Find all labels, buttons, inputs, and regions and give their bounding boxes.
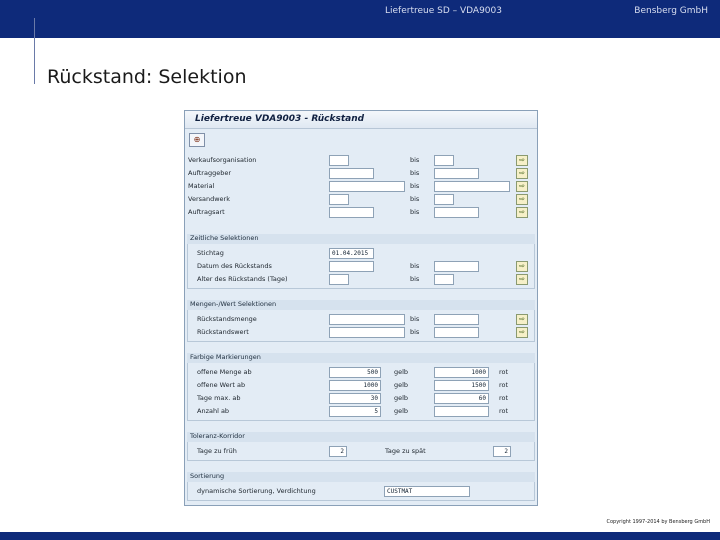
menge-from-field[interactable] (329, 314, 405, 325)
row-label: Anzahl ab (197, 407, 230, 415)
rot-label: rot (499, 407, 509, 415)
row-offene-wert (185, 380, 537, 392)
row-anzahl (185, 406, 537, 418)
auart-to-field[interactable] (434, 207, 479, 218)
color-group-title: Farbige Markierungen (187, 353, 535, 363)
alter-from-field[interactable] (329, 274, 349, 285)
row-rueckstandswert (185, 327, 537, 339)
kunde-from-field[interactable] (329, 168, 374, 179)
row-auftragsart (185, 207, 537, 219)
row-label: Verkaufsorganisation (188, 156, 257, 164)
bis-label: bis (410, 156, 420, 164)
row-label: Auftragsart (188, 208, 225, 216)
bis-label: bis (410, 169, 420, 177)
multiple-selection-button[interactable]: ⇨ (516, 194, 528, 205)
vkorg-to-field[interactable] (434, 155, 454, 166)
qty-group-title: Mengen-/Wert Selektionen (187, 300, 535, 310)
multiple-selection-button[interactable]: ⇨ (516, 314, 528, 325)
multiple-selection-button[interactable]: ⇨ (516, 261, 528, 272)
row-versandwerk (185, 194, 537, 206)
werk-from-field[interactable] (329, 194, 349, 205)
row-offene-menge (185, 367, 537, 379)
sap-selection-screen (184, 110, 538, 506)
werk-to-field[interactable] (434, 194, 454, 205)
row-material (185, 181, 537, 193)
row-alter-rueckstand (185, 274, 537, 286)
sap-window-header (185, 111, 537, 129)
title-divider (34, 18, 35, 84)
tage-yellow-field[interactable]: 30 (329, 393, 381, 404)
row-label: Material (188, 182, 215, 190)
sap-window-title: Liefertreue VDA9003 - Rückstand (195, 114, 365, 124)
row-rueckstandsmenge (185, 314, 537, 326)
alter-to-field[interactable] (434, 274, 454, 285)
multiple-selection-button[interactable]: ⇨ (516, 327, 528, 338)
anzahl-red-field[interactable] (434, 406, 489, 417)
row-label: Versandwerk (188, 195, 230, 203)
sortierung-field[interactable]: CUSTMAT (384, 486, 470, 497)
rot-label: rot (499, 368, 509, 376)
gelb-label: gelb (394, 368, 409, 376)
row-label: Alter des Rückstands (Tage) (197, 275, 288, 283)
datum-from-field[interactable] (329, 261, 374, 272)
wert-yellow-field[interactable]: 1000 (329, 380, 381, 391)
rot-label: rot (499, 394, 509, 402)
row-label: Rückstandswert (197, 328, 249, 336)
wert-to-field[interactable] (434, 327, 479, 338)
gelb-label: gelb (394, 381, 409, 389)
row-label: Stichtag (197, 249, 224, 257)
sort-group-title: Sortierung (187, 472, 535, 482)
execute-button[interactable] (189, 133, 205, 147)
slide-title: Rückstand: Selektion (47, 66, 247, 88)
rot-label: rot (499, 381, 509, 389)
row-tage-max (185, 393, 537, 405)
bis-label: bis (410, 182, 420, 190)
tage-zu-frueh-label: Tage zu früh (197, 447, 237, 455)
vkorg-from-field[interactable] (329, 155, 349, 166)
auart-from-field[interactable] (329, 207, 374, 218)
menge-yellow-field[interactable]: 500 (329, 367, 381, 378)
row-label: Rückstandsmenge (197, 315, 257, 323)
row-datum-rueckstand (185, 261, 537, 273)
row-label: Tage max. ab (197, 394, 241, 402)
row-stichtag (185, 248, 537, 260)
wert-from-field[interactable] (329, 327, 405, 338)
datum-to-field[interactable] (434, 261, 479, 272)
row-label: dynamische Sortierung, Verdichtung (197, 487, 316, 495)
row-label: Auftraggeber (188, 169, 231, 177)
wert-red-field[interactable]: 1500 (434, 380, 489, 391)
material-to-field[interactable] (434, 181, 510, 192)
row-auftraggeber (185, 168, 537, 180)
slide-header-bar (0, 0, 720, 38)
bis-label: bis (410, 208, 420, 216)
multiple-selection-button[interactable]: ⇨ (516, 274, 528, 285)
kunde-to-field[interactable] (434, 168, 479, 179)
bis-label: bis (410, 262, 420, 270)
anzahl-yellow-field[interactable]: 5 (329, 406, 381, 417)
multiple-selection-button[interactable]: ⇨ (516, 207, 528, 218)
company-name: Bensberg GmbH (634, 6, 708, 16)
time-group-title: Zeitliche Selektionen (187, 234, 535, 244)
tage-zu-spaet-field[interactable]: 2 (493, 446, 511, 457)
tage-red-field[interactable]: 60 (434, 393, 489, 404)
row-label: offene Wert ab (197, 381, 246, 389)
tolerance-group-title: Toleranz-Korridor (187, 432, 535, 442)
gelb-label: gelb (394, 394, 409, 402)
bis-label: bis (410, 315, 420, 323)
multiple-selection-button[interactable]: ⇨ (516, 168, 528, 179)
row-sortierung (185, 486, 537, 498)
stichtag-field[interactable]: 01.04.2015 (329, 248, 374, 259)
row-label: Datum des Rückstands (197, 262, 272, 270)
bis-label: bis (410, 328, 420, 336)
menge-to-field[interactable] (434, 314, 479, 325)
menge-red-field[interactable]: 1000 (434, 367, 489, 378)
copyright-text: Copyright 1997-2014 by Bensberg GmbH (606, 519, 710, 525)
row-label: offene Menge ab (197, 368, 252, 376)
row-verkaufsorganisation (185, 155, 537, 167)
bis-label: bis (410, 195, 420, 203)
gelb-label: gelb (394, 407, 409, 415)
execute-icon: ⊕ (193, 135, 201, 144)
row-tolerance (185, 446, 537, 458)
slide-footer-bar (0, 532, 720, 540)
bis-label: bis (410, 275, 420, 283)
tage-zu-spaet-label: Tage zu spät (385, 447, 426, 455)
tage-zu-frueh-field[interactable]: 2 (329, 446, 347, 457)
multiple-selection-button[interactable]: ⇨ (516, 181, 528, 192)
multiple-selection-button[interactable]: ⇨ (516, 155, 528, 166)
header-title: Liefertreue SD – VDA9003 (385, 6, 502, 16)
material-from-field[interactable] (329, 181, 405, 192)
